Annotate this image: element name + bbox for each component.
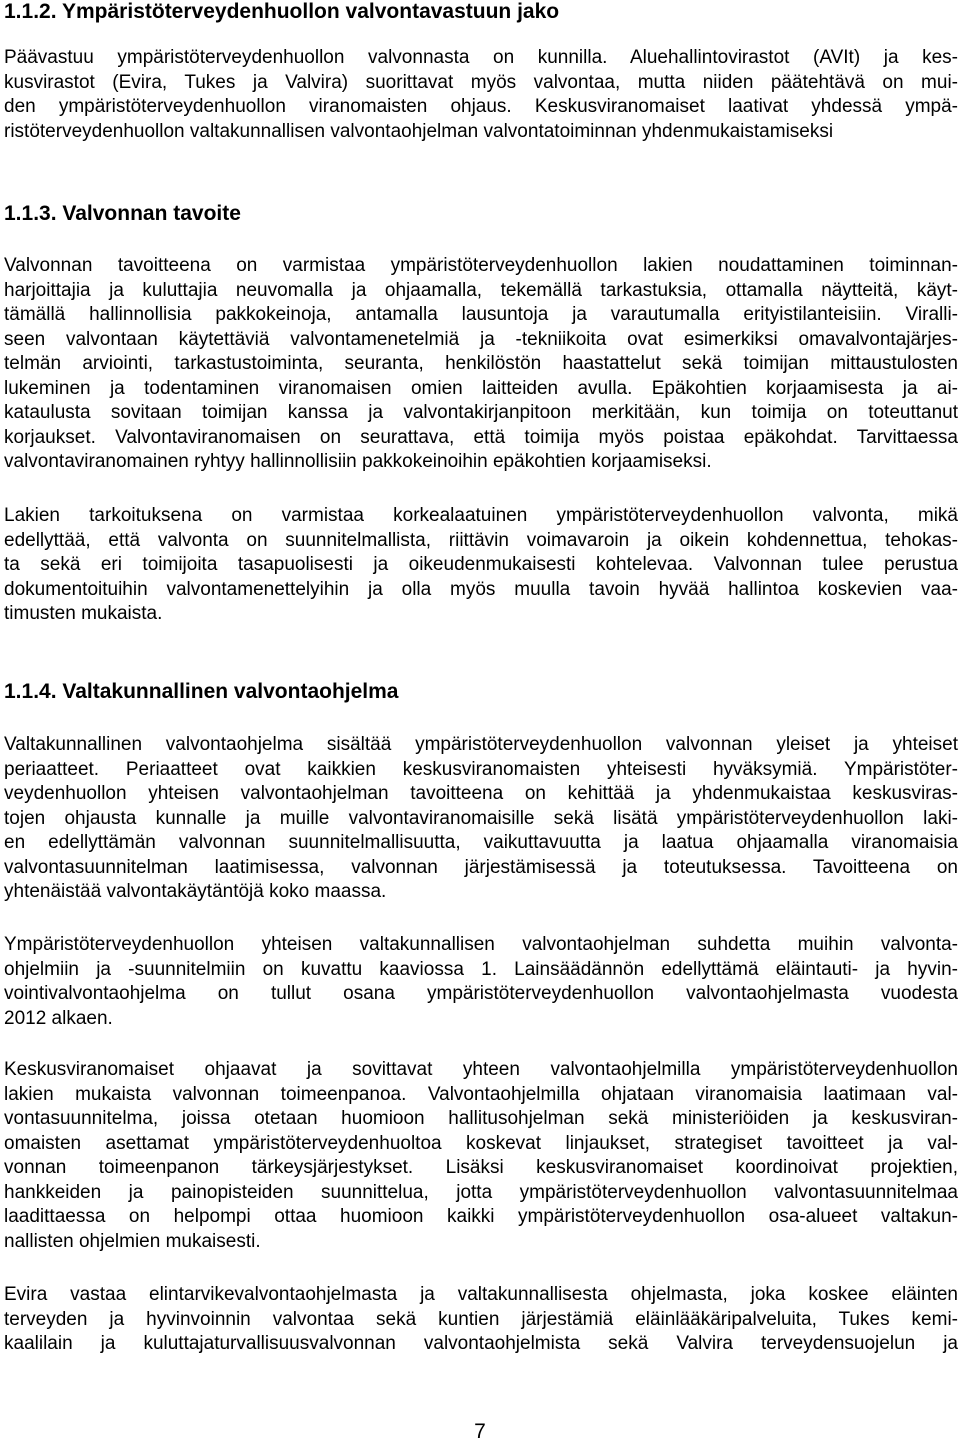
text-line: periaatteet. Periaatteet ovat kaikkien keskusviranomaisten yhteisesti hyväksymiä. Ympäristöter- <box>4 758 958 780</box>
text-line: ristöterveydenhuollon valtakunnallisen valvontaohjelman valvontatoiminnan yhdenmukaistamiseksi <box>4 120 834 142</box>
text-line: vointivalvontaohjelma on tullut osana ympäristöterveydenhuollon valvontaohjelmasta vuodesta <box>4 983 958 1004</box>
heading-1-1-2: 1.1.2. Ympäristöterveydenhuollon valvontavastuun jako <box>4 0 560 23</box>
paragraph-valvontaohjelma-2 <box>4 933 958 1031</box>
text-line: valvontaviranomainen ryhtyy hallinnollisiin pakkokeinoihin epäkohtien korjaamiseksi. <box>4 451 712 472</box>
text-line: hankkeiden ja painopisteiden suunnittelua, jotta ympäristöterveydenhuollon valvontasuunnitelmaa <box>4 1181 958 1203</box>
text-line: harjoittajia ja kuluttajia neuvomalla ja ohjaamalla, tekemällä tarkastuksia, ottamalla näytteitä, käyt- <box>4 279 958 301</box>
paragraph-valvontavastuun-jako <box>4 46 958 144</box>
paragraph-valvonnan-tavoite-1 <box>4 254 958 475</box>
paragraph-valvonnan-tavoite-2 <box>4 504 958 627</box>
text-line: vonnan toimeenpanon tärkeysjärjestykset. Lisäksi keskusviranomaiset koordinoivat projektien, <box>4 1157 958 1178</box>
text-line: korjaukset. Valvontaviranomaisen on seurattava, että toimija myös poistaa epäkohdat. Tarvittaessa <box>4 426 958 448</box>
text-line: veydenhuollon yhteisen valvontaohjelman tavoitteena on kehittää ja yhdenmukaistaa keskusviras- <box>4 783 958 804</box>
text-line: laadittaessa on helpompi ottaa huomioon kaikki ympäristöterveydenhuollon osa-alueet valtakun- <box>4 1206 958 1227</box>
text-line: kataulusta sovitaan toimijan kanssa ja valvontakirjanpitoon merkitään, kun toimija on toteuttanut <box>4 402 958 423</box>
text-line: ta sekä eri toimijoita tasapuolisesti ja oikeudenmukaisesti kohtelevaa. Valvonnan tulee perustua <box>4 554 958 575</box>
text-line: telmän arviointi, tarkastustoiminta, seuranta, henkilöstön haastattelut sekä toimijan mittaustulosten <box>4 353 958 374</box>
text-line: Evira vastaa elintarvikevalvontaohjelmasta ja valtakunnallisesta ohjelmasta, joka koskee eläinten <box>4 1284 958 1305</box>
text-line: kaalilain ja kuluttajaturvallisuusvalvonnan valvontaohjelmista sekä Valvira terveydensuojelun ja <box>4 1333 958 1354</box>
text-line: en edellyttämän valvonnan suunnitelmallisuutta, vaikuttavuutta ja laatua ohjaamalla viranomaisia <box>4 832 958 853</box>
text-line: Keskusviranomaiset ohjaavat ja sovittavat yhteen valvontaohjelmilla ympäristöterveydenhuollon <box>4 1059 958 1080</box>
text-line: vontasuunnitelma, joissa otetaan huomioon hallitusohjelman sekä ministeriöiden ja keskusviran- <box>4 1108 958 1129</box>
text-line: yhtenäistää valvontakäytäntöjä koko maassa. <box>4 881 387 902</box>
text-line: edellyttää, että valvonta on suunnitelmallista, riittävin voimavaroin ja oikein kohdennettua, tehokas- <box>4 529 958 551</box>
heading-1-1-4: 1.1.4. Valtakunnallinen valvontaohjelma <box>4 680 399 703</box>
text-line: tämällä hallinnollisia pakkokeinoja, antamalla lausuntoja ja varautumalla erityistilanteisiin. Viralli- <box>4 304 958 325</box>
text-line: timusten mukaista. <box>4 603 163 624</box>
text-line: omaisten asettamat ympäristöterveydenhuoltoa koskevat linjaukset, strategiset tavoitteet ja val- <box>4 1132 958 1154</box>
paragraph-valvontaohjelma-3 <box>4 1058 958 1254</box>
text-line: kusvirastot (Evira, Tukes ja Valvira) suorittavat myös valvontaa, mutta niiden päätehtävä on mui- <box>4 71 958 93</box>
text-line: Ympäristöterveydenhuollon yhteisen valtakunnallisen valvontaohjelman suhdetta muihin valvonta- <box>4 934 958 955</box>
text-line: valvontasuunnitelman laatimisessa, valvonnan järjestämisessä ja toteutuksessa. Tavoitteena on <box>4 856 958 878</box>
text-line: Päävastuu ympäristöterveydenhuollon valvonnasta on kunnilla. Aluehallintovirastot (AVIt) ja kes- <box>4 47 958 68</box>
text-line: lukeminen ja todentaminen viranomaisen omien laitteiden avulla. Epäkohtien korjaamisesta ja ai- <box>4 377 958 399</box>
text-line: den ympäristöterveydenhuollon viranomaisten ohjaus. Keskusviranomaiset laativat yhdessä ympä- <box>4 96 958 117</box>
heading-1-1-3: 1.1.3. Valvonnan tavoite <box>4 202 241 225</box>
paragraph-valvontaohjelma-4 <box>4 1283 958 1357</box>
text-line: dokumentoituihin valvontamenettelyihin ja olla myös muulla tavoin hyvää hallintoa koskevien vaa- <box>4 578 958 600</box>
text-line: seen valvontaan käytettäviä valvontamenetelmiä ja -tekniikoita ovat esimerkiksi omavalvontajärjes- <box>4 328 958 350</box>
page-number: 7 <box>474 1420 486 1443</box>
paragraph-valvontaohjelma-1 <box>4 733 958 905</box>
text-line: tojen ohjausta kunnalle ja muille valvontaviranomaisille sekä lisätä ympäristöterveydenhuollon laki- <box>4 807 958 829</box>
text-line: ohjelmiin ja -suunnitelmiin on kuvattu kaaviossa 1. Lainsäädännön edellyttämä eläintauti- ja hyvin- <box>4 958 958 980</box>
text-line: 2012 alkaen. <box>4 1007 113 1029</box>
text-line: terveyden ja hyvinvoinnin valvontaa sekä kuntien järjestämiä eläinlääkäripalveluita, Tukes kemi- <box>4 1308 958 1330</box>
text-line: Valtakunnallinen valvontaohjelma sisältää ympäristöterveydenhuollon valvonnan yleiset ja yhteiset <box>4 734 958 755</box>
text-line: Valvonnan tavoitteena on varmistaa ympäristöterveydenhuollon lakien noudattaminen toiminnan- <box>4 255 958 276</box>
text-line: lakien mukaista valvonnan toimeenpanoa. Valvontaohjelmilla ohjataan viranomaisia laatimaan val- <box>4 1083 958 1105</box>
text-line: Lakien tarkoituksena on varmistaa korkealaatuinen ympäristöterveydenhuollon valvonta, mikä <box>4 505 958 526</box>
text-line: nallisten ohjelmien mukaisesti. <box>4 1230 261 1252</box>
